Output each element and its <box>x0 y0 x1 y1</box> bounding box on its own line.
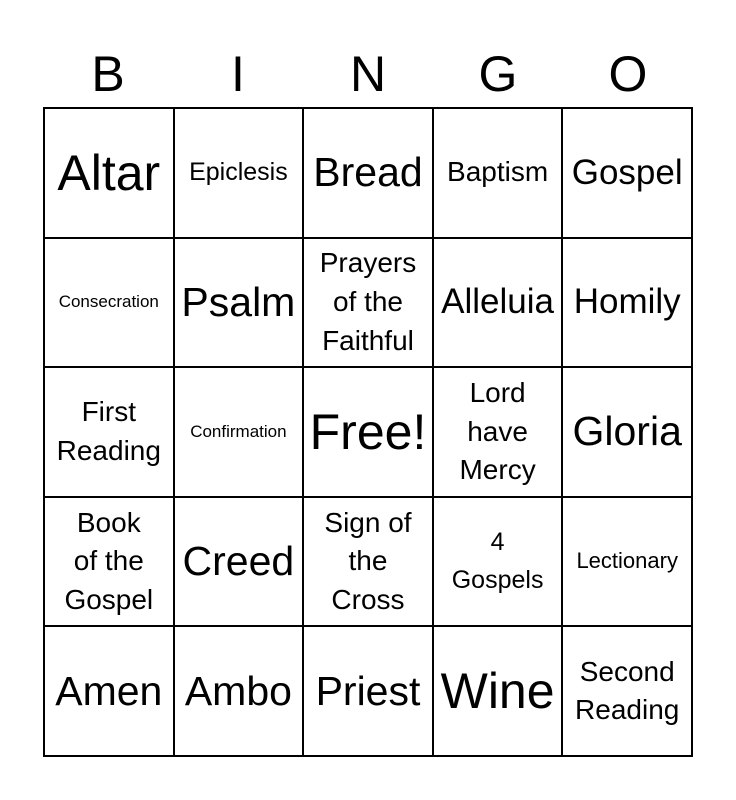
bingo-cell-bread[interactable] <box>304 109 434 239</box>
bingo-cell-gospel[interactable] <box>563 109 693 239</box>
cell-label: Prayers of the Faithful <box>319 247 417 356</box>
cell-label: Creed <box>182 538 295 584</box>
cell-label: Ambo <box>184 667 292 714</box>
cell-label: Lord have Mercy <box>459 377 536 486</box>
header-letter-o: O <box>608 46 648 102</box>
cell-label: Second Reading <box>575 655 680 726</box>
cell-label: Psalm <box>181 278 296 325</box>
bingo-board <box>43 107 693 757</box>
cell-label: Sign of the Cross <box>324 506 412 615</box>
bingo-cell-consecration[interactable] <box>45 239 175 369</box>
cell-label: Altar <box>57 144 161 201</box>
bingo-cell-prayers-of-the-faithful[interactable] <box>304 239 434 369</box>
bingo-cell-alleluia[interactable] <box>434 239 564 369</box>
cell-label: Gloria <box>572 408 682 455</box>
cell-label: Book of the Gospel <box>64 506 154 615</box>
bingo-cell-confirmation[interactable] <box>175 368 305 498</box>
bingo-cell-book-of-the-gospel[interactable] <box>45 498 175 628</box>
bingo-cell-gloria[interactable] <box>563 368 693 498</box>
cell-label: Bread <box>313 149 423 196</box>
cell-label: Gospel <box>571 152 683 192</box>
cell-label: Wine <box>440 663 555 720</box>
bingo-cell-psalm[interactable] <box>175 239 305 369</box>
bingo-cell-4-gospels[interactable] <box>434 498 564 628</box>
bingo-cell-second-reading[interactable] <box>563 627 693 757</box>
bingo-cell-free-space[interactable] <box>304 368 434 498</box>
cell-label: Alleluia <box>441 282 555 322</box>
bingo-cell-creed[interactable] <box>175 498 305 628</box>
bingo-header <box>43 40 693 108</box>
cell-label: Free! <box>309 403 427 460</box>
bingo-cell-lectionary[interactable] <box>563 498 693 628</box>
cell-label: Priest <box>315 667 421 714</box>
bingo-cell-wine[interactable] <box>434 627 564 757</box>
header-letter-g: G <box>478 46 518 102</box>
cell-label: Epiclesis <box>189 158 288 187</box>
bingo-cell-lord-have-mercy[interactable] <box>434 368 564 498</box>
header-letter-n: N <box>349 46 387 102</box>
bingo-cell-priest[interactable] <box>304 627 434 757</box>
cell-label: Consecration <box>58 292 159 312</box>
bingo-cell-baptism[interactable] <box>434 109 564 239</box>
bingo-cell-sign-of-the-cross[interactable] <box>304 498 434 628</box>
bingo-cell-epiclesis[interactable] <box>175 109 305 239</box>
cell-label: 4 Gospels <box>451 528 544 594</box>
cell-label: Homily <box>573 282 681 322</box>
cell-label: Lectionary <box>576 548 678 574</box>
cell-label: Baptism <box>447 156 549 188</box>
cell-label: Amen <box>55 667 163 714</box>
header-letter-i: I <box>231 46 245 102</box>
bingo-cell-homily[interactable] <box>563 239 693 369</box>
header-letter-b: B <box>91 46 125 102</box>
bingo-cell-first-reading[interactable] <box>45 368 175 498</box>
cell-label: Confirmation <box>190 421 287 441</box>
bingo-cell-ambo[interactable] <box>175 627 305 757</box>
bingo-cell-altar[interactable] <box>45 109 175 239</box>
bingo-cell-amen[interactable] <box>45 627 175 757</box>
cell-label: First Reading <box>56 396 161 466</box>
